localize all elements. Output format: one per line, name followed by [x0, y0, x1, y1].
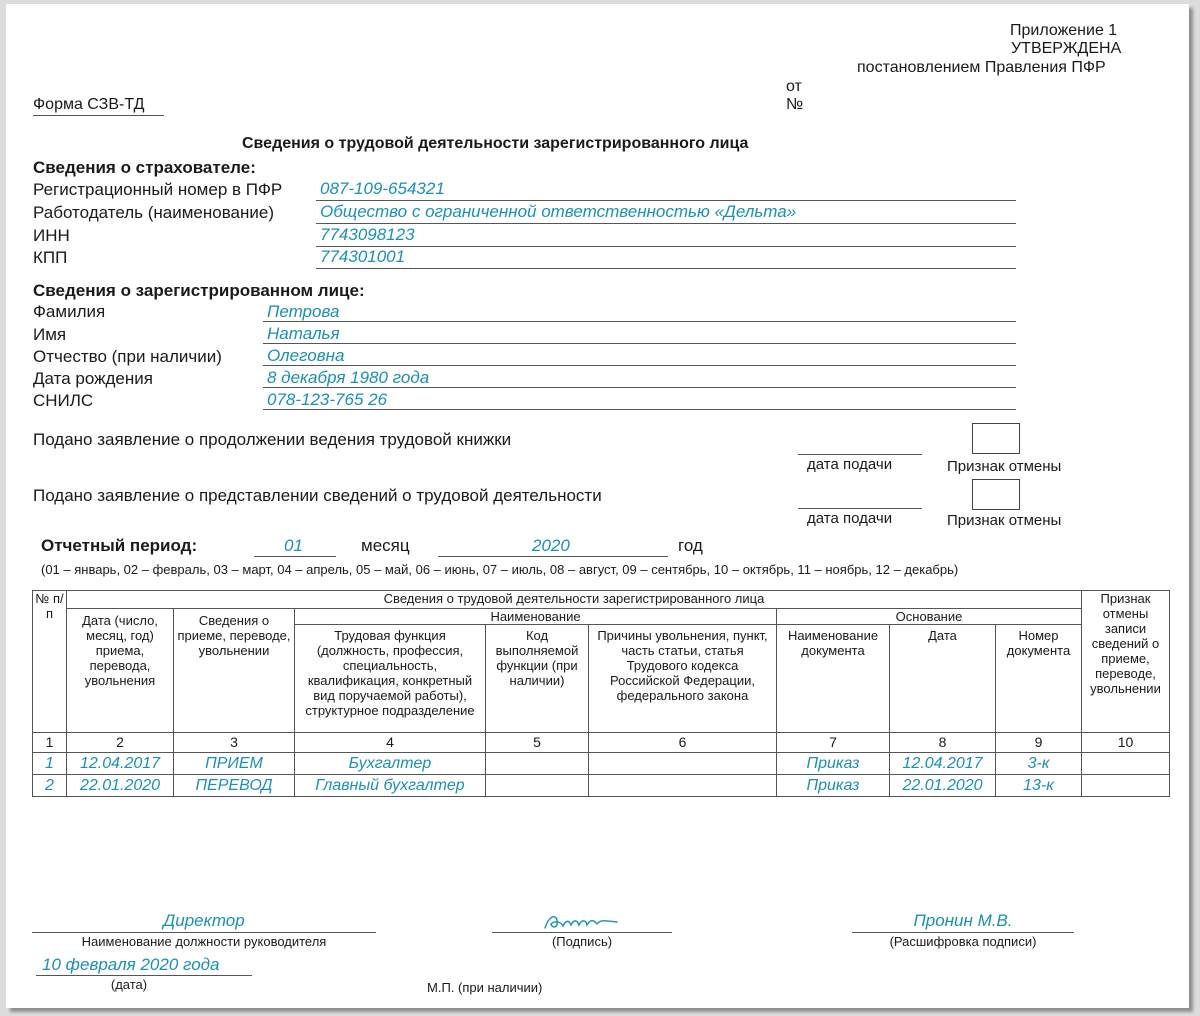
application-continue-date-line: [798, 454, 922, 455]
patronymic-label: Отчество (при наличии): [33, 347, 222, 366]
employer-line: [316, 223, 1016, 224]
snils-label: СНИЛС: [33, 391, 94, 410]
row-info: ПЕРЕВОД: [174, 775, 295, 797]
th-num: № п/п: [33, 591, 67, 733]
row-docdate: 22.01.2020: [890, 775, 996, 797]
approved-label: УТВЕРЖДЕНА: [1011, 40, 1122, 57]
name-value: Наталья: [267, 324, 340, 343]
th-date: Дата (число, месяц, год) приема, перевода, увольнения: [67, 609, 174, 733]
application-provide-cancel-box[interactable]: [972, 479, 1020, 510]
form-name-underline: [33, 115, 164, 116]
kpp-line: [316, 268, 1016, 269]
resolution-label: постановлением Правления ПФР: [857, 59, 1106, 76]
sign-date-line: [36, 975, 252, 976]
patronymic-line: [263, 365, 1016, 366]
period-month-line: [254, 556, 336, 557]
period-legend: (01 – январь, 02 – февраль, 03 – март, 04 – апрель, 05 – май, 06 – июнь, 07 – июль, 08 – август, 09 – сентябрь, 10 – октябрь, 11 – ноябрь, 12 – декабрь): [41, 562, 959, 577]
period-year-line: [438, 556, 668, 557]
th-reason: Причины увольнения, пункт, часть статьи, статья Трудового кодекса Российской Федерации, федерального закона: [589, 625, 777, 733]
th-code: Код выполняемой функции (при наличии): [486, 625, 589, 733]
reg-number-label: Регистрационный номер в ПФР: [33, 180, 283, 199]
position-line: [32, 932, 376, 933]
row-num: 2: [33, 775, 67, 797]
birthdate-label: Дата рождения: [33, 369, 153, 388]
th-basis: Основание: [777, 609, 1082, 625]
th-docdate: Дата: [890, 625, 996, 733]
birthdate-value: 8 декабря 1980 года: [267, 368, 430, 387]
application-continue-date-label: дата подачи: [807, 456, 893, 473]
th-function: Трудовая функция (должность, профессия, специальность, квалификация, конкретный вид поручаемой работы), структурное подразделение: [295, 625, 486, 733]
col-number: 7: [777, 733, 890, 753]
row-reason: [589, 775, 777, 797]
row-docnum: 13-к: [996, 775, 1082, 797]
th-cancel: Признак отмены записи сведений о приеме, переводе, увольнении: [1082, 591, 1170, 733]
row-code: [486, 753, 589, 775]
row-docname: Приказ: [777, 753, 890, 775]
application-provide-label: Подано заявление о представлении сведений о трудовой деятельности: [33, 486, 602, 505]
table-row: [33, 753, 1170, 775]
row-function: Главный бухгалтер: [295, 775, 486, 797]
birthdate-line: [263, 387, 1016, 388]
form-sheet: [6, 4, 1189, 1008]
form-name: Форма СЗВ-ТД: [33, 96, 145, 113]
signature-line: [492, 932, 672, 933]
period-month-label: месяц: [361, 536, 410, 555]
th-main: Сведения о трудовой деятельности зарегистрированного лица: [67, 591, 1082, 609]
name-decipher-value: Пронин М.В.: [913, 911, 1013, 930]
inn-value: 7743098123: [320, 225, 415, 244]
name-decipher-label: (Расшифровка подписи): [889, 934, 1037, 949]
application-continue-cancel-box[interactable]: [972, 423, 1020, 454]
row-code: [486, 775, 589, 797]
row-cancel: [1082, 753, 1170, 775]
employment-table: [32, 590, 1170, 797]
surname-label: Фамилия: [33, 302, 106, 321]
number-label: №: [786, 96, 804, 113]
period-month-value: 01: [284, 536, 303, 555]
name-label: Имя: [33, 325, 67, 344]
th-docnum: Номер документа: [996, 625, 1082, 733]
th-name: Наименование: [295, 609, 777, 625]
patronymic-value: Олеговна: [267, 346, 345, 365]
surname-value: Петрова: [267, 302, 340, 321]
from-label: от: [786, 78, 802, 95]
reg-number-line: [316, 200, 1016, 201]
row-reason: [589, 753, 777, 775]
th-info: Сведения о приеме, переводе, увольнении: [174, 609, 295, 733]
row-function: Бухгалтер: [295, 753, 486, 775]
application-provide-date-label: дата подачи: [807, 510, 893, 527]
period-year-value: 2020: [532, 536, 570, 555]
row-docname: Приказ: [777, 775, 890, 797]
snils-line: [263, 409, 1016, 410]
page-title: Сведения о трудовой деятельности зарегистрированного лица: [242, 135, 749, 152]
stamp-label: М.П. (при наличии): [427, 980, 543, 995]
col-number: 3: [174, 733, 295, 753]
th-docname: Наименование документа: [777, 625, 890, 733]
application-provide-cancel-label: Признак отмены: [947, 512, 1062, 529]
period-year-label: год: [678, 536, 703, 555]
position-label: Наименование должности руководителя: [81, 934, 327, 949]
col-number: 10: [1082, 733, 1170, 753]
row-docdate: 12.04.2017: [890, 753, 996, 775]
application-provide-date-line: [798, 508, 922, 509]
name-decipher-line: [852, 932, 1074, 933]
application-continue-label: Подано заявление о продолжении ведения трудовой книжки: [33, 430, 512, 449]
col-number: 5: [486, 733, 589, 753]
inn-label: ИНН: [33, 226, 70, 245]
col-number: 4: [295, 733, 486, 753]
col-number: 6: [589, 733, 777, 753]
inn-line: [316, 246, 1016, 247]
employer-value: Общество с ограниченной ответственностью «Дельта»: [320, 202, 797, 221]
name-line: [263, 343, 1016, 344]
row-date: 22.01.2020: [67, 775, 174, 797]
row-info: ПРИЕМ: [174, 753, 295, 775]
sign-date-label: (дата): [110, 977, 148, 992]
application-continue-cancel-label: Признак отмены: [947, 458, 1062, 475]
row-date: 12.04.2017: [67, 753, 174, 775]
row-cancel: [1082, 775, 1170, 797]
kpp-label: КПП: [33, 248, 68, 267]
employer-label: Работодатель (наименование): [33, 203, 274, 222]
col-number: 2: [67, 733, 174, 753]
col-number: 8: [890, 733, 996, 753]
signature-icon: [541, 910, 621, 934]
insurer-heading: Сведения о страхователе:: [33, 158, 256, 177]
appendix-label: Приложение 1: [1010, 22, 1118, 39]
position-value: Директор: [163, 911, 245, 930]
kpp-value: 774301001: [320, 247, 406, 266]
table-row: [33, 775, 1170, 797]
person-heading: Сведения о зарегистрированном лице:: [33, 281, 365, 300]
col-number: 1: [33, 733, 67, 753]
signature-label: (Подпись): [551, 934, 613, 949]
snils-value: 078-123-765 26: [267, 390, 388, 409]
reg-number-value: 087-109-654321: [320, 179, 445, 198]
period-label: Отчетный период:: [41, 536, 198, 555]
sign-date-value: 10 февраля 2020 года: [42, 955, 220, 974]
row-docnum: 3-к: [996, 753, 1082, 775]
row-num: 1: [33, 753, 67, 775]
surname-line: [263, 321, 1016, 322]
col-number: 9: [996, 733, 1082, 753]
